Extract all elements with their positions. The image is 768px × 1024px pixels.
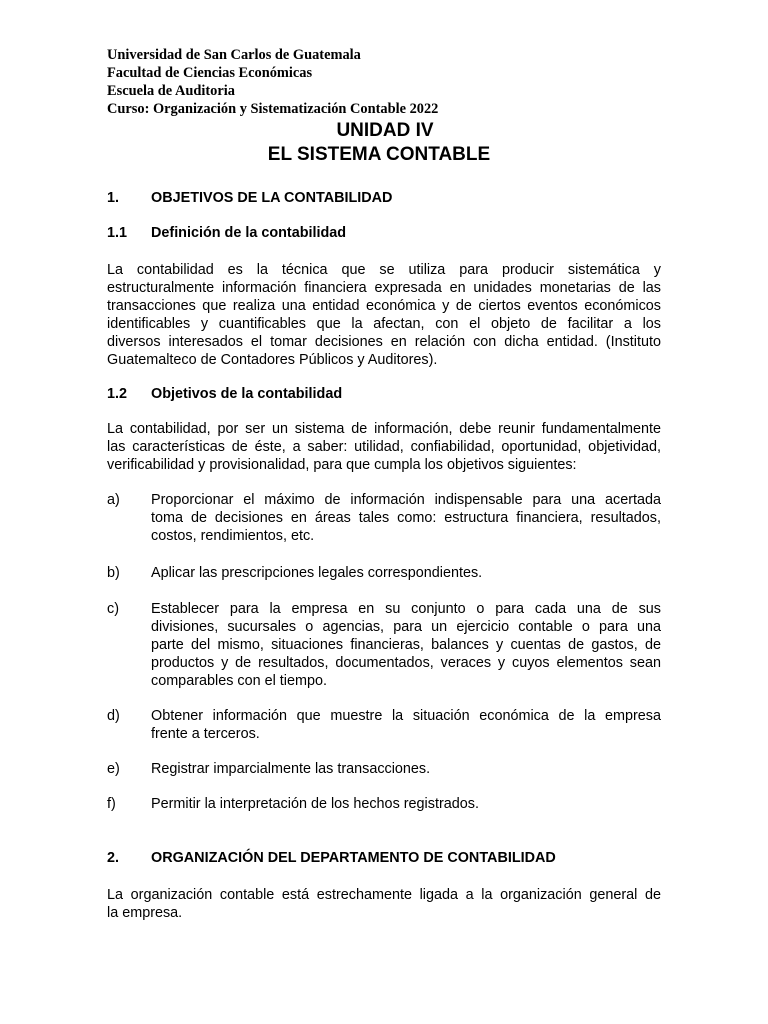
item-line: parte del mismo, situaciones financieras, balances y cuentas de gastos, de [151,637,661,653]
section-number: 1. [107,190,120,206]
school-name: Escuela de Auditoria [107,83,235,99]
paragraph-line: identificables y cuantificables que la afectan, con el objeto de facilitar a los [107,316,661,332]
faculty-name: Facultad de Ciencias Económicas [107,65,313,81]
paragraph-line: La contabilidad, por ser un sistema de información, debe reunir fundamentalmente [107,421,661,437]
list-marker: b) [107,565,120,581]
item-line: toma de decisiones en áreas tales como: estructura financiera, resultados, [151,510,661,526]
subsection-number: 1.2 [107,386,128,402]
course-name: Curso: Organización y Sistematización Contable 2022 [107,101,439,117]
list-item-text [151,795,661,813]
university-name: Universidad de San Carlos de Guatemala [107,47,361,63]
subsection-title: Objetivos de la contabilidad [151,386,343,402]
item-line: Aplicar las prescripciones legales correspondientes. [151,565,483,581]
item-line: productos y de resultados, documentados, veraces y cuyos elementos sean [151,655,661,671]
item-line: costos, rendimientos, etc. [151,528,315,544]
item-line: divisiones, sucursales o agencias, para un ejercicio contable o para una [151,619,661,635]
paragraph-line: La organización contable está estrechamente ligada a la organización general de [107,887,661,903]
subsection-title: Definición de la contabilidad [151,225,347,241]
list-marker: c) [107,601,119,617]
list-item-text [151,600,661,690]
item-line: Obtener información que muestre la situación económica de la empresa [151,708,661,724]
item-line: comparables con el tiempo. [151,673,327,689]
section-number: 2. [107,850,120,866]
list-item-text [151,491,661,545]
paragraph-line: Guatemalteco de Contadores Públicos y Auditores). [107,352,438,368]
paragraph-line: verificabilidad y provisionalidad, para que cumpla los objetivos siguientes: [107,457,577,473]
section-title: OBJETIVOS DE LA CONTABILIDAD [151,190,393,206]
subsection-number: 1.1 [107,225,128,241]
list-item-text [151,760,661,778]
paragraph-line: La contabilidad es la técnica que se utiliza para producir sistemática y [107,262,661,278]
paragraph-line: la empresa. [107,905,183,921]
section-title: ORGANIZACIÓN DEL DEPARTAMENTO DE CONTABILIDAD [151,850,556,866]
organization-paragraph [107,886,661,922]
list-marker: d) [107,708,120,724]
list-marker: a) [107,492,120,508]
paragraph-line: transacciones que realiza una entidad económica y de ciertos eventos económicos [107,298,661,314]
item-line: Proporcionar el máximo de información indispensable para una acertada [151,492,661,508]
paragraph-line: las características de éste, a saber: utilidad, confiabilidad, oportunidad, objetividad, [107,439,661,455]
unit-title: UNIDAD IV [336,120,434,141]
objectives-paragraph [107,420,661,474]
document-title: EL SISTEMA CONTABLE [267,144,491,165]
paragraph-line: estructuralmente información financiera expresada en unidades monetarias de las [107,280,661,296]
paragraph-line: diversos interesados el tomar decisiones en relación con dicha entidad. (Instituto [107,334,661,350]
item-line: frente a terceros. [151,726,260,742]
item-line: Establecer para la empresa en su conjunto o para cada una de sus [151,601,661,617]
list-marker: f) [107,796,116,812]
list-marker: e) [107,761,120,777]
institution-header [107,46,438,118]
list-item-text [151,564,661,582]
definition-paragraph [107,261,661,369]
list-item-text [151,707,661,743]
item-line: Registrar imparcialmente las transacciones. [151,761,431,777]
item-line: Permitir la interpretación de los hechos registrados. [151,796,479,812]
